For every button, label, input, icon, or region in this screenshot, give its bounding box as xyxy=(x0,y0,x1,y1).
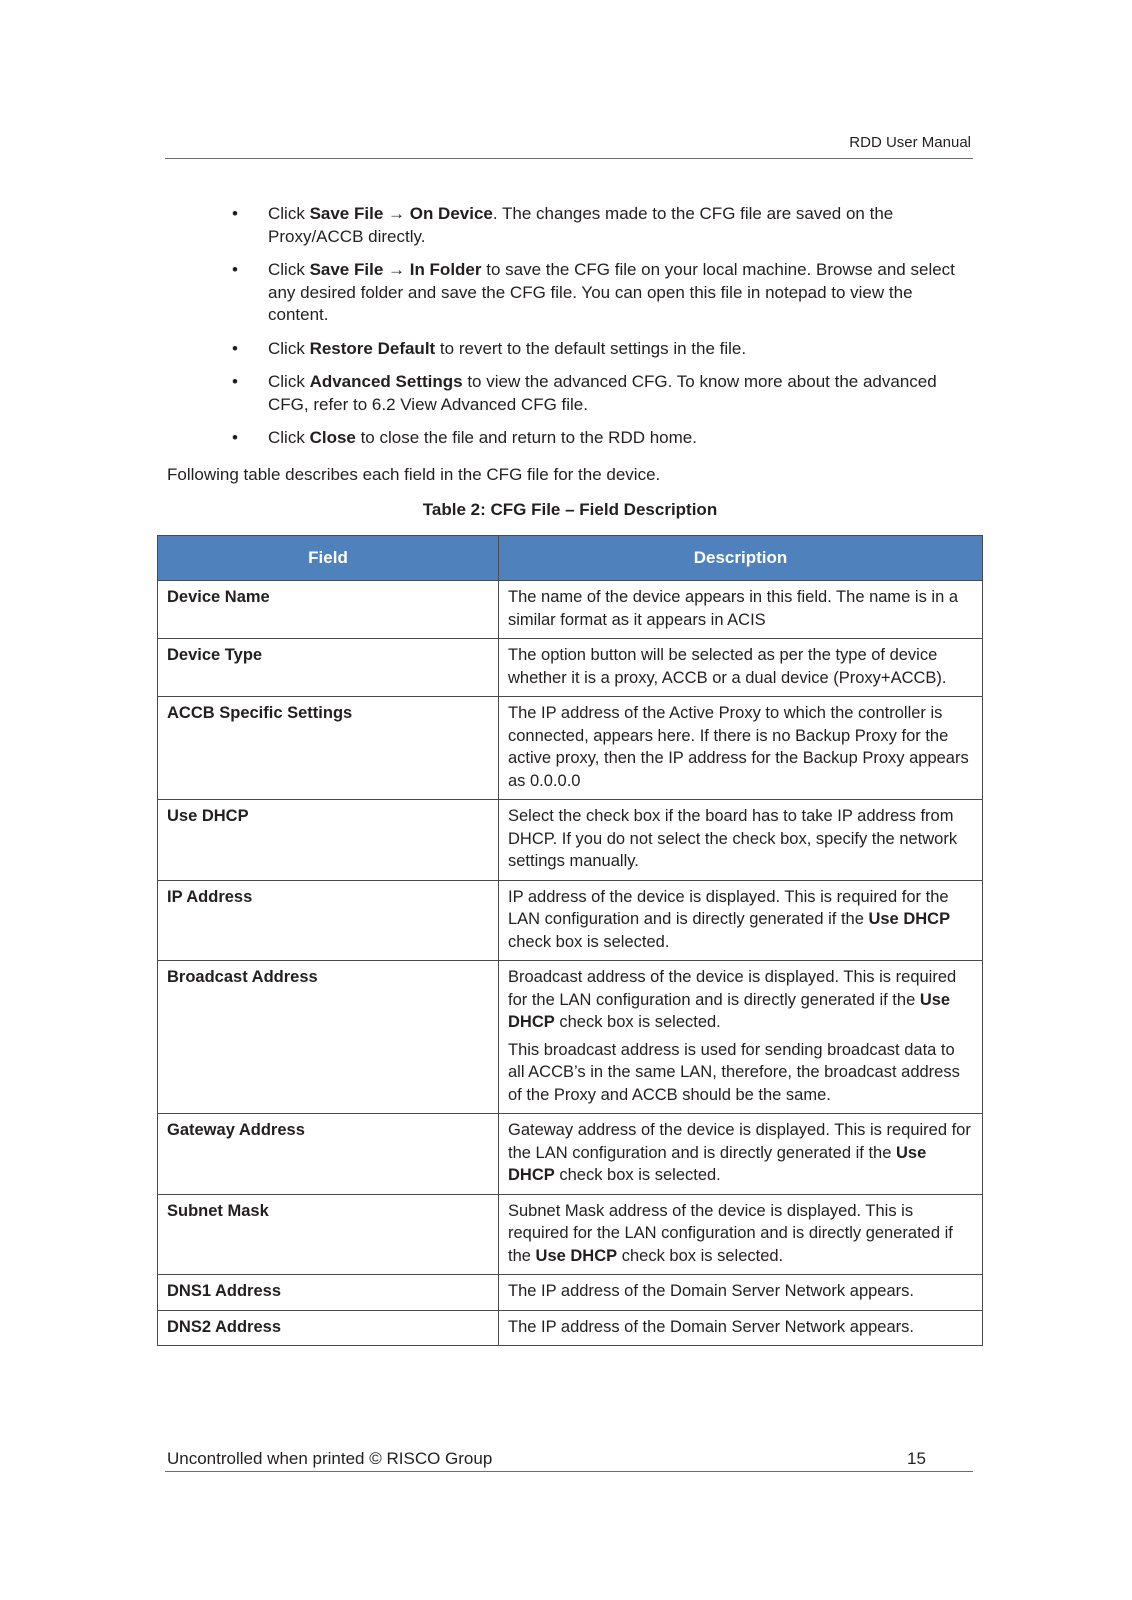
table-row xyxy=(158,1114,983,1195)
description-cell: The option button will be selected as per the type of device whether it is a proxy, ACCB or a dual device (Proxy+ACCB). xyxy=(499,639,983,697)
column-header-description: Description xyxy=(499,536,983,581)
table-caption: Table 2: CFG File – Field Description xyxy=(422,500,718,519)
bullet-icon: • xyxy=(232,428,238,447)
description-cell: Subnet Mask address of the device is displayed. This is required for the LAN configuration and is directly generated if the Use DHCP check box is selected. xyxy=(499,1194,983,1275)
description-cell: The IP address of the Active Proxy to which the controller is connected, appears here. If there is no Backup Proxy for the active proxy, then the IP address for the Backup Proxy appears as 0.0.0.0 xyxy=(499,697,983,800)
bullet-icon: • xyxy=(232,372,238,391)
table-row xyxy=(158,961,983,1114)
description-cell: Broadcast address of the device is displayed. This is required for the LAN configuration and is directly generated if the Use DHCP check box is selected. This broadcast address is used for sending broadcast data to all ACCB’s in the same LAN, therefore, the broadcast address of the Proxy and ACCB should be the same. xyxy=(499,961,983,1114)
field-cell: ACCB Specific Settings xyxy=(158,697,499,800)
field-description-table xyxy=(157,535,983,1346)
footer-copyright: Uncontrolled when printed © RISCO Group xyxy=(167,1449,493,1468)
field-cell: Device Type xyxy=(158,639,499,697)
bullet-icon: • xyxy=(232,338,238,358)
list-item: • Click Save File → On Device. The changes made to the CFG file are saved on the Proxy/ACCB directly. xyxy=(232,204,894,246)
bullet-icon: • xyxy=(232,204,238,223)
intro-paragraph: Following table describes each field in the CFG file for the device. xyxy=(167,465,661,484)
table-row xyxy=(158,800,983,881)
table-row xyxy=(158,880,983,961)
field-cell: IP Address xyxy=(158,880,499,961)
description-cell: Gateway address of the device is displayed. This is required for the LAN configuration and is directly generated if the Use DHCP check box is selected. xyxy=(499,1114,983,1195)
list-item: • Click Restore Default to revert to the default settings in the file. xyxy=(232,338,972,361)
description-cell: The name of the device appears in this field. The name is in a similar format as it appears in ACIS xyxy=(499,581,983,639)
table-row xyxy=(158,581,983,639)
field-cell: Gateway Address xyxy=(158,1114,499,1195)
page-number: 15 xyxy=(907,1449,926,1468)
list-item: • Click Close to close the file and return to the RDD home. xyxy=(232,427,972,450)
instruction-list xyxy=(232,203,972,461)
column-header-field: Field xyxy=(158,536,499,581)
field-cell: DNS1 Address xyxy=(158,1275,499,1311)
table-header-row xyxy=(158,536,983,581)
description-cell: Select the check box if the board has to take IP address from DHCP. If you do not select the check box, specify the network settings manually. xyxy=(499,800,983,881)
page-footer xyxy=(165,1449,973,1472)
description-cell: The IP address of the Domain Server Network appears. xyxy=(499,1275,983,1311)
table-row xyxy=(158,1194,983,1275)
table-row xyxy=(158,697,983,800)
table-row xyxy=(158,639,983,697)
page-header xyxy=(165,134,973,159)
table-row xyxy=(158,1310,983,1346)
field-cell: DNS2 Address xyxy=(158,1310,499,1346)
description-cell: IP address of the device is displayed. This is required for the LAN configuration and is directly generated if the Use DHCP check box is selected. xyxy=(499,880,983,961)
list-item: • Click Save File → In Folder to save the CFG file on your local machine. Browse and select any desired folder and save the CFG file. You can open this file in notepad to view the content. xyxy=(232,260,955,324)
field-cell: Use DHCP xyxy=(158,800,499,881)
field-cell: Subnet Mask xyxy=(158,1194,499,1275)
bullet-icon: • xyxy=(232,260,238,279)
field-cell: Device Name xyxy=(158,581,499,639)
description-cell: The IP address of the Domain Server Network appears. xyxy=(499,1310,983,1346)
header-title: RDD User Manual xyxy=(849,134,971,151)
list-item: • Click Advanced Settings to view the advanced CFG. To know more about the advanced CFG, refer to 6.2 View Advanced CFG file. xyxy=(232,372,937,414)
table-row xyxy=(158,1275,983,1311)
field-cell: Broadcast Address xyxy=(158,961,499,1114)
